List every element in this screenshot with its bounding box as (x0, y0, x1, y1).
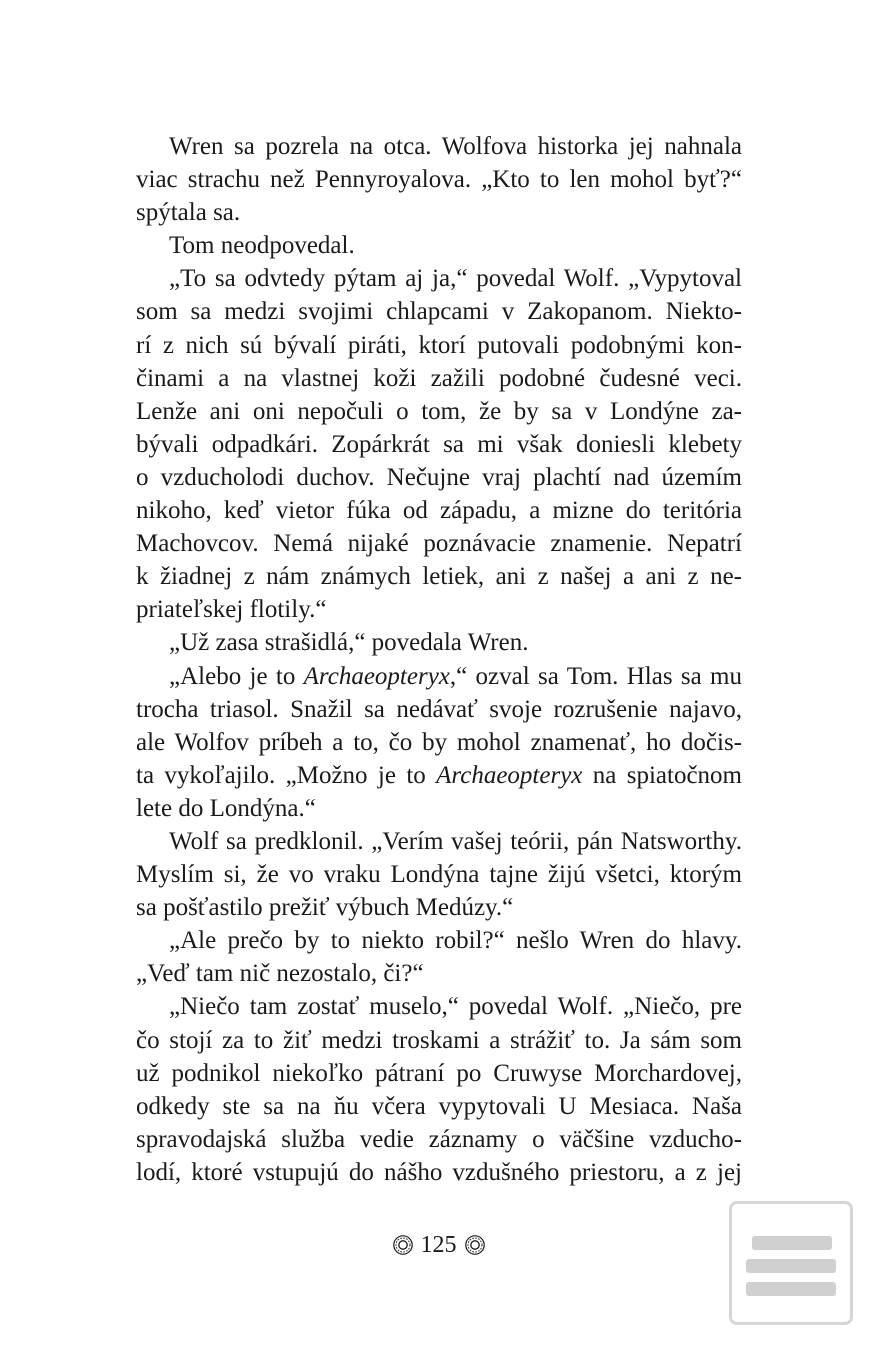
text-line: Wren sa pozrela na otca. Wolfova historka jej nahnala (169, 133, 742, 160)
text-line: viac strachu než Pennyroyalova. „Kto to len mohol byť?“ (136, 166, 742, 194)
text-line: ta vykoľajilo. „Možno je to Archaeopteryx na spiatočnom (136, 761, 742, 789)
text-line: o vzducholodi duchov. Nečujne vraj plachtí nad územím (136, 463, 742, 491)
text-line: ale Wolfov príbeh a to, čo by mohol znamenať, ho dočis- (136, 728, 742, 756)
text-line: „Ale prečo by to niekto robil?“ nešlo Wren do hlavy. (169, 927, 742, 955)
text-line: spýtala sa. (136, 199, 241, 227)
text-line: Tom neodpovedal. (169, 232, 355, 260)
text-line: spravodajská služba vedie záznamy o väčšine vzducho- (136, 1125, 742, 1153)
text-line: lodí, ktoré vstupujú do nášho vzdušného priestoru, a z jej (136, 1158, 742, 1186)
text-line: čo stojí za to žiť medzi troskami a strážiť to. Ja sám som (136, 1026, 742, 1054)
text-line: činami a na vlastnej koži zažili podobné čudesné veci. (136, 364, 742, 392)
text-line: Myslím si, že vo vraku Londýna tajne žijú všetci, ktorým (136, 861, 742, 889)
text-line: lete do Londýna.“ (136, 794, 316, 822)
text-line: „Už zasa strašidlá,“ povedala Wren. (169, 629, 529, 657)
document-lines-icon[interactable] (729, 1201, 853, 1325)
text-line: k žiadnej z nám známych letiek, ani z našej a ani z ne- (136, 563, 742, 591)
sun-ornament-icon (393, 1235, 413, 1255)
text-line: trocha triasol. Snažil sa nedávať svoje rozrušenie najavo, (136, 695, 742, 723)
text-line: nikoho, keď vietor fúka od západu, a mizne do teritória (136, 497, 742, 525)
text-line: bývali odpadkári. Zopárkrát sa mi však doniesli klebety (136, 430, 742, 458)
text-line: priateľskej flotily.“ (136, 596, 327, 624)
page-number: 125 (420, 1232, 457, 1258)
text-line: odkedy ste sa na ňu včera vypytovali U Mesiaca. Naša (136, 1092, 742, 1120)
text-line: rí z nich sú bývalí piráti, ktorí putovali podobnými kon- (136, 331, 742, 359)
text-line: sa pošťastilo prežiť výbuch Medúzy.“ (136, 894, 514, 922)
text-line: „To sa odvtedy pýtam aj ja,“ povedal Wolf. „Vypytoval (169, 265, 742, 293)
text-line: Machovcov. Nemá nijaké poznávacie znamenie. Nepatrí (136, 530, 742, 558)
text-line: „Veď tam nič nezostalo, či?“ (136, 960, 424, 988)
sun-ornament-icon (465, 1235, 485, 1255)
text-line: Lenže ani oni nepočuli o tom, že by sa v Londýne za- (136, 397, 742, 425)
text-line: už podnikol niekoľko pátraní po Cruwyse Morchardovej, (136, 1059, 742, 1087)
text-line: „Alebo je to Archaeopteryx,“ ozval sa Tom. Hlas sa mu (169, 662, 742, 690)
text-line: som sa medzi svojimi chlapcami v Zakopanom. Niekto- (136, 298, 742, 326)
text-line: Wolf sa predklonil. „Verím vašej teórii, pán Natsworthy. (169, 827, 742, 855)
text-line: „Niečo tam zostať muselo,“ povedal Wolf. „Niečo, pre (169, 993, 742, 1021)
body-text (136, 130, 742, 1189)
